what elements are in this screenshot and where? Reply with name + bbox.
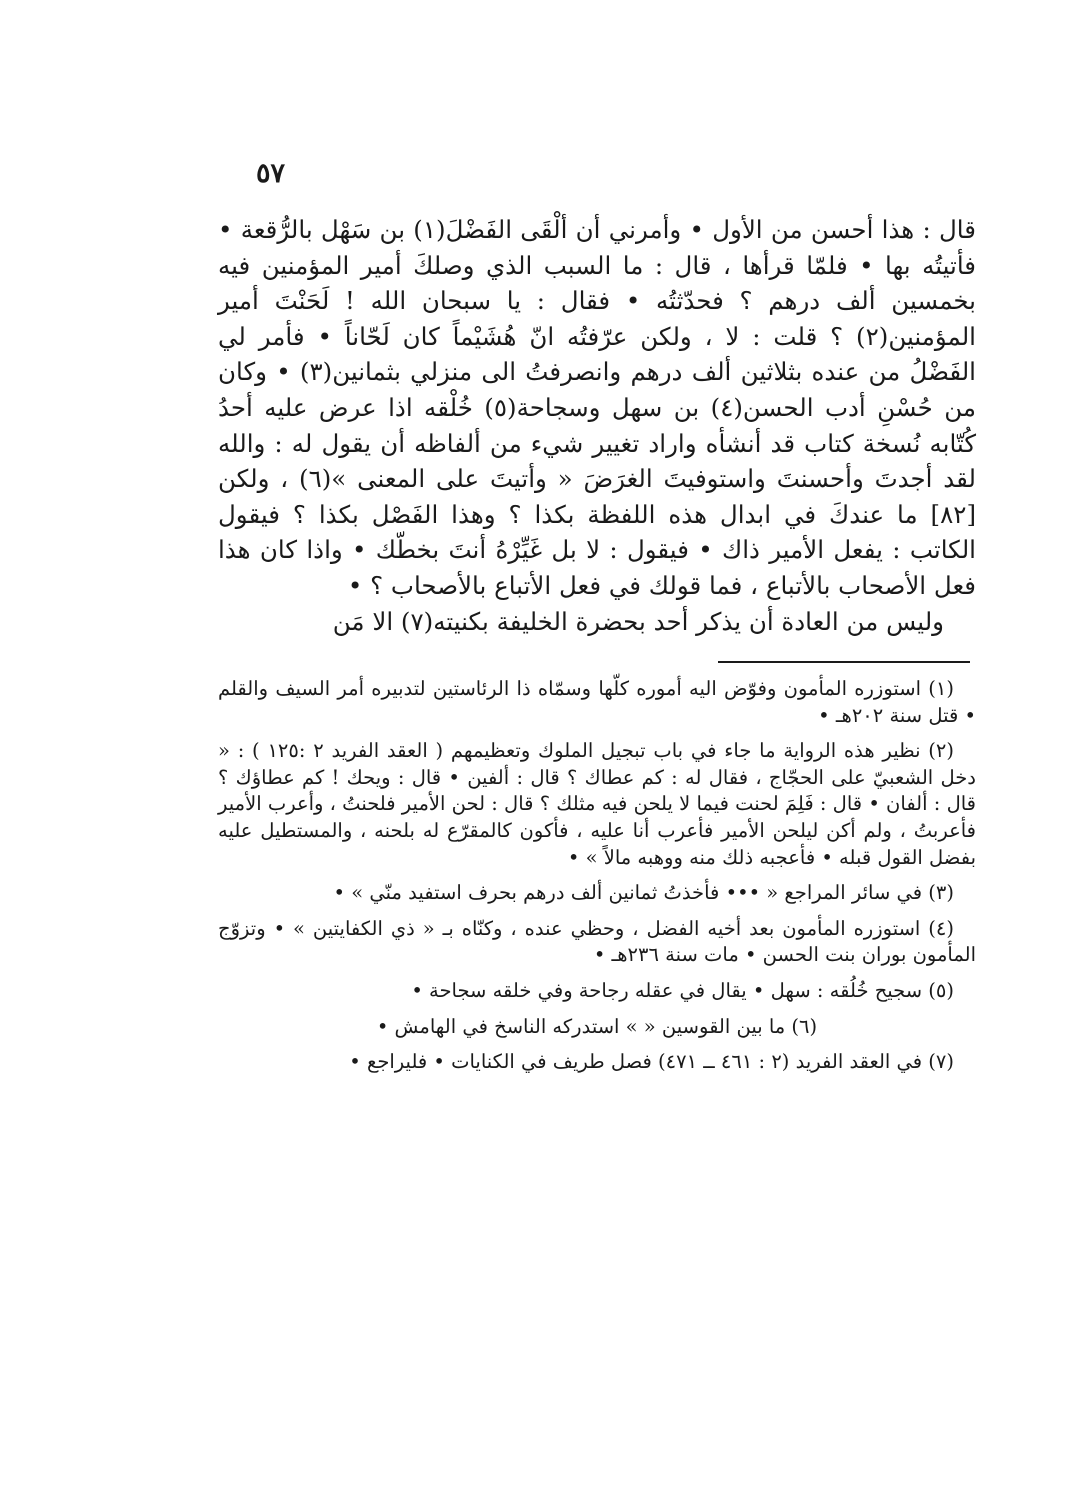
- footnote-4: (٤) استوزره المأمون بعد أخيه الفضل ، وحظي عنده ، وكنّاه بـ « ذي الكفايتين » • وتزوّج المأمون بوران بنت الحسن • مات سنة ٢٣٦هـ •: [218, 916, 976, 967]
- body-paragraph: قال : هذا أحسن من الأول • وأمرني أن ألْقَى الفَضْلَ(١) بن سَهْل بالرُّقعة • فأتيتُه بها • فلمّا قرأها ، قال : ما السبب الذي وصلكَ أمير المؤمنين فيه بخمسين ألف درهم ؟ فحدّثتُه • فقال : يا سبحان الله ! لَحَنْتَ أمير المؤمنين(٢) ؟ قلت : لا ، ولكن عرّفتُه انّ هُشَيْماً كان لَحّاناً • فأمر لي الفَضْلُ من عنده بثلاثين ألف درهم وانصرفتُ الى منزلي بثمانين(٣) • وكان من حُسْنِ أدب الحسن(٤) بن سهل وسجاحة(٥) خُلْقه اذا عرض عليه أحدُ كُتّابه نُسخة كتاب قد أنشأه واراد تغيير شيء من ألفاظه أن يقول له : والله لقد أجدتَ وأحسنتَ واستوفيتَ الغرَضَ « وأتيتَ على المعنى »(٦) ، ولكن [٨٢] ما عندكَ في ابدال هذه اللفظة بكذا ؟ وهذا الفَصْل بكذا ؟ فيقول الكاتب : يفعل الأمير ذاك • فيقول : لا بل غَيِّرْهُ أنتَ بخطّك • واذا كان هذا فعل الأصحاب بالأتباع ، فما قولك في فعل الأتباع بالأصحاب ؟ •: [218, 215, 977, 600]
- footnote-7: (٧) في العقد الفريد (٢ : ٤٦١ ــ ٤٧١) فصل طريف في الكنايات • فليراجع •: [349, 1050, 954, 1074]
- main-text: [218, 212, 976, 639]
- body-paragraph: وليس من العادة أن يذكر أحد بحضرة الخليفة بكنيته(٧) الا مَن: [332, 606, 944, 636]
- footnote-6: (٦) ما بين القوسين « » استدركه الناسخ في الهامش •: [376, 1014, 818, 1038]
- footnote-2: (٢) نظير هذه الرواية ما جاء في باب تبجيل الملوك وتعظيمهم ( العقد الفريد ٢ :١٢٥ ) : « دخل الشعبيّ على الحجّاج ، فقال له : كم عطاك ؟ قال : ألفين • قال : ويحك ! كم عطاؤك ؟ قال : ألفان • قال : فَلِمَ لحنت فيما لا يلحن فيه مثلك ؟ قال : لحن الأمير فلحنتُ ، وأعرب الأمير فأعربتُ ، ولم أكن ليلحن الأمير فأعرب أنا عليه ، فأكون كالمقرّع له بلحنه ، والمستطيل عليه بفضل القول قبله • فأعجبه ذلك منه ووهبه مالاً » •: [218, 739, 976, 869]
- page-number: ٥٧: [256, 158, 286, 189]
- footnote-5: (٥) سجيح خُلُقه : سهل • يقال في عقله رجاحة وفي خلقه سجاحة •: [411, 978, 954, 1002]
- footnote-1: (١) استوزره المأمون وفوّض اليه أموره كلّها وسمّاه ذا الرئاستين لتدبيره أمر السيف والقلم • قتل سنة ٢٠٢هـ •: [218, 677, 976, 727]
- footnote-3: (٣) في سائر المراجع « ••• فأخذتُ ثمانين ألف درهم بحرف استفيد منّي » •: [333, 881, 954, 905]
- footnotes: [218, 676, 976, 1085]
- footnote-separator: [718, 661, 970, 663]
